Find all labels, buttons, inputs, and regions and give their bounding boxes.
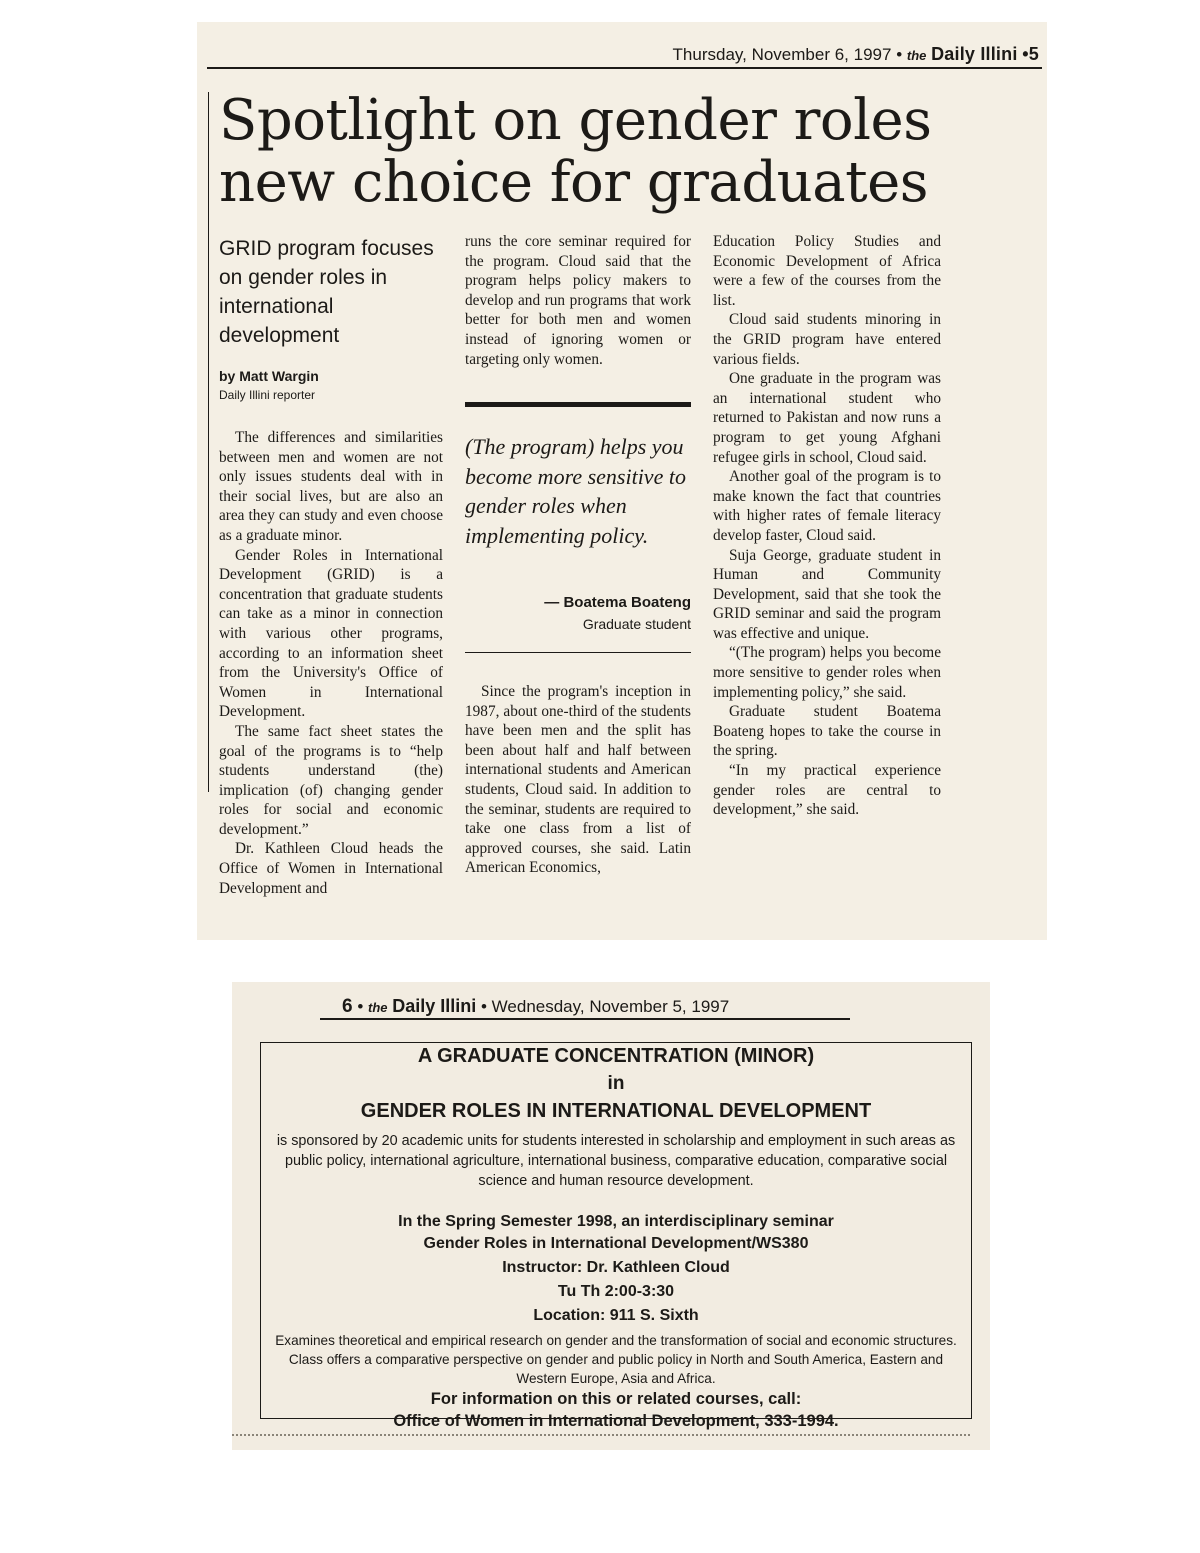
ad-instructor: Instructor: Dr. Kathleen Cloud [502,1259,730,1276]
paragraph: Graduate student Boatema Boateng hopes to take the course in the spring. [713,703,941,760]
article-column-2-bottom [465,682,691,878]
article-column-1 [219,428,443,898]
paragraph: The differences and similarities between men and women are not only issues students deal with in their social lives, but are also an area they can study and even choose as a graduate minor. [219,429,443,544]
page-number: 6 [342,996,353,1017]
article-clipping [197,22,1047,940]
ad-contact-line-1: For information on this or related courses, call: [430,1390,802,1408]
separator: • [896,45,903,64]
masthead: Daily Illini [392,996,477,1016]
pullquote-bottom-rule [465,652,691,653]
reporter-credit: Daily Illini reporter [219,388,316,402]
ad-in: in [607,1073,625,1094]
paragraph: One graduate in the program was an international student who returned to Pakistan and now runs a program to get young Afghani refugee girls in school, Cloud said. [713,370,941,466]
ad-seminar: In the Spring Semester 1998, an interdisciplinary seminar [398,1213,834,1230]
subheadline: GRID program focuses on gender roles in international development [219,237,434,347]
date-text: Thursday, November 6, 1997 [672,45,892,64]
paragraph: Gender Roles in International Development (GRID) is a concentration that graduate students can take as a minor in connection with various other programs, according to an information sheet from the University's Office of Women in International Development. [219,546,443,721]
ad-subject: GENDER ROLES IN INTERNATIONAL DEVELOPMENT [360,1100,872,1122]
paragraph: Since the program's inception in 1987, about one-third of the students have been men and the split has been about half and half between international students and American students, Cloud said. In addition to the seminar, students are required to take one class from a list of approved courses, she said. Latin American Economics, [465,683,691,877]
paragraph: “(The program) helps you become more sensitive to gender roles when implementing policy,” she said. [713,644,941,701]
separator: • [357,997,364,1016]
pullquote: (The program) helps you become more sensitive to gender roles when implementing policy. [465,434,686,548]
top-rule [207,67,1042,69]
paragraph: The same fact sheet states the goal of the programs is to “help students understand (the) implication (of) changing gender roles for social and economic development.” [219,722,443,838]
byline: by Matt Wargin [219,368,319,384]
ad-description: Examines theoretical and empirical research on gender and the transformation of social and economic structures. Class offers a comparative perspective on gender and public policy in North and South America, Eastern and Western Europe, Asia and Africa. [275,1333,957,1386]
advertisement-clipping [232,982,990,1450]
paragraph: Dr. Kathleen Cloud heads the Office of Women in International Development and [219,840,443,897]
ad-contact-line-2: Office of Women in International Development, 333-1994. [393,1412,839,1430]
masthead-the: the [906,48,927,63]
pullquote-top-rule [465,402,691,407]
paragraph: Suja George, graduate student in Human and Community Development, said that she took the GRID seminar and said the program was effective and unique. [713,546,941,642]
paragraph: runs the core seminar required for the program. Cloud said that the program helps policy makers to develop and run programs that work better for both men and women instead of ignoring women or targeting only women. [465,233,691,368]
page-number: •5 [1022,44,1039,64]
paragraph: Another goal of the program is to make known the fact that countries with higher rates of female literacy develop faster, Cloud said. [713,468,941,544]
date-text: • Wednesday, November 5, 1997 [481,997,730,1016]
pullquote-role: Graduate student [582,616,691,632]
column-rule [208,92,209,792]
paragraph: Cloud said students minoring in the GRID program have entered various fields. [713,311,941,368]
ad-location: Location: 911 S. Sixth [533,1307,699,1324]
ad-course-title: Gender Roles in International Development/WS380 [423,1235,809,1252]
article-column-3 [713,232,941,820]
ad-time: Tu Th 2:00-3:30 [557,1283,675,1300]
top-rule [320,1018,850,1020]
dotted-cut-line [232,1434,970,1436]
dateline [342,996,729,1018]
headline: Spotlight on gender roles new choice for graduates [219,88,932,215]
ad-title: A GRADUATE CONCENTRATION (MINOR) [417,1045,815,1067]
article-column-2-top [465,232,691,369]
pullquote-attribution: — Boatema Boateng [544,594,691,611]
paragraph: “In my practical experience gender roles are central to development,” she said. [713,762,941,819]
dateline [197,44,1039,65]
ad-sponsorship: is sponsored by 20 academic units for students interested in scholarship and employment in such areas as public policy, international agriculture, international business, comparative education, comparative social science and human resource development. [276,1133,956,1189]
ad-box [260,1042,972,1430]
paragraph: Education Policy Studies and Economic Development of Africa were a few of the courses from the list. [713,233,941,309]
masthead-the: the [368,1000,388,1015]
masthead: Daily Illini [931,44,1018,64]
